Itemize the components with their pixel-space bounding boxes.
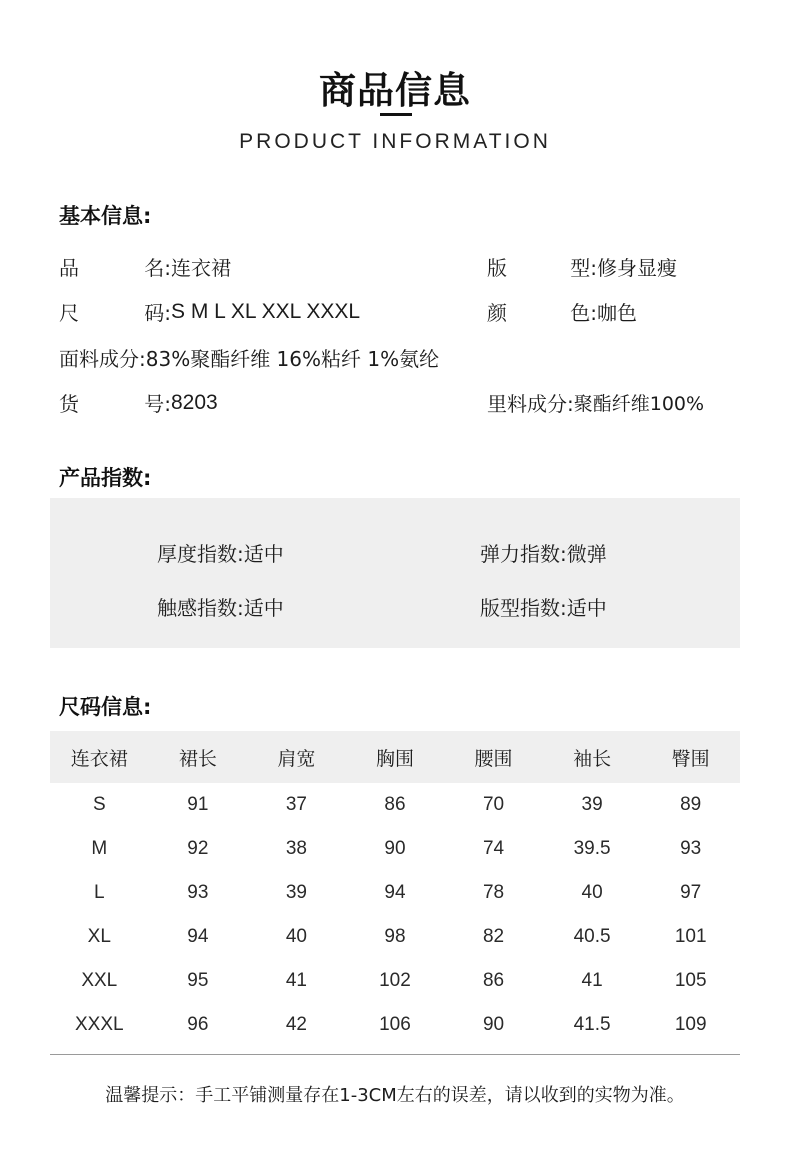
field-label: 尺 码: (59, 301, 171, 325)
table-cell: 106 (379, 1014, 411, 1035)
table-cell: 86 (482, 970, 505, 991)
field-label: 面料成分: (59, 347, 146, 371)
index-value: 适中 (243, 542, 284, 566)
index-label: 版型指数: (480, 596, 567, 620)
table-cell: 97 (680, 882, 702, 903)
field-value: 聚酯纤维100% (573, 393, 705, 415)
table-cell: 74 (482, 838, 505, 859)
table-cell: 90 (482, 1014, 505, 1035)
table-cell: 90 (384, 838, 406, 859)
table-cell: 38 (285, 838, 307, 859)
index-value: 适中 (243, 596, 284, 620)
table-cell: 109 (674, 1014, 707, 1035)
table-cell: M (91, 838, 108, 859)
indices-panel (50, 498, 740, 648)
column-header: 胸围 (346, 731, 445, 783)
page-subtitle: PRODUCT INFORMATION (239, 130, 551, 153)
basic-info-heading: 基本信息: (59, 204, 152, 228)
field-value: 83%聚酯纤维 16%粘纤 1%氨纶 (145, 347, 440, 371)
table-row (50, 915, 740, 959)
table-cell: 94 (187, 926, 209, 947)
index-label: 弹力指数: (480, 542, 567, 566)
column-header: 臀围 (641, 731, 740, 783)
field-value: 8203 (171, 390, 218, 414)
table-cell: 78 (482, 882, 505, 903)
table-row (50, 783, 740, 827)
table-cell: XXXL (74, 1014, 124, 1035)
table-cell: 41.5 (573, 1014, 611, 1035)
title-underline (380, 113, 412, 116)
table-row (50, 827, 740, 871)
sizes-heading: 尺码信息: (59, 695, 152, 719)
table-cell: 96 (187, 1014, 209, 1035)
table-cell: 40.5 (573, 926, 611, 947)
field-fit (487, 252, 677, 281)
table-divider (50, 1054, 740, 1055)
table-cell: 39 (285, 882, 307, 903)
table-cell: 91 (187, 794, 209, 815)
table-cell: 94 (384, 882, 406, 903)
table-cell: 86 (384, 794, 406, 815)
table-cell: 42 (285, 1014, 307, 1035)
table-cell: 105 (674, 970, 707, 991)
index-label: 触感指数: (157, 596, 244, 620)
table-cell: 95 (187, 970, 209, 991)
table-cell: 37 (285, 794, 307, 815)
table-cell: 39.5 (573, 838, 611, 859)
table-cell: S (92, 794, 106, 815)
table-cell: 98 (384, 926, 406, 947)
table-cell: 102 (379, 970, 411, 991)
measurement-note: 温馨提示：手工平铺测量存在1-3CM左右的误差，请以收到的实物为准。 (105, 1085, 685, 1106)
table-cell: 41 (581, 970, 603, 991)
table-cell: L (93, 882, 105, 903)
field-label: 颜 色: (487, 301, 597, 325)
field-label: 品 名: (59, 256, 171, 280)
index-value: 适中 (566, 596, 607, 620)
table-cell: 92 (187, 838, 209, 859)
table-cell: 40 (285, 926, 307, 947)
table-cell: 70 (482, 794, 505, 815)
table-row (50, 959, 740, 1003)
field-value: 连衣裙 (171, 256, 231, 280)
index-label: 厚度指数: (157, 542, 244, 566)
table-cell: XL (87, 926, 111, 947)
table-cell: 39 (581, 794, 603, 815)
field-product-name (59, 252, 231, 281)
table-cell: 93 (680, 838, 702, 859)
column-header: 肩宽 (247, 731, 346, 783)
field-label: 里料成分: (487, 392, 574, 416)
column-header: 袖长 (543, 731, 642, 783)
table-cell: 101 (674, 926, 707, 947)
field-value: 咖色 (597, 301, 637, 325)
index-thickness (157, 538, 284, 567)
field-color (487, 297, 637, 326)
field-lining (487, 388, 704, 417)
field-item-number (59, 388, 218, 417)
indices-heading: 产品指数: (59, 466, 152, 490)
column-header: 连衣裙 (50, 731, 149, 783)
table-header-row (50, 731, 740, 783)
field-label: 版 型: (487, 256, 597, 280)
column-header: 腰围 (444, 731, 543, 783)
field-value: 修身显瘦 (597, 256, 677, 280)
field-fabric (59, 343, 439, 372)
size-table (50, 731, 740, 1047)
index-elasticity (480, 538, 607, 567)
table-cell: XXL (81, 970, 118, 991)
table-cell: 41 (285, 970, 307, 991)
index-fit (480, 592, 607, 621)
index-value: 微弹 (566, 542, 607, 566)
table-row (50, 1003, 740, 1047)
table-row (50, 871, 740, 915)
field-value: S M L XL XXL XXXL (171, 299, 361, 323)
table-cell: 40 (581, 882, 603, 903)
column-header: 裙长 (149, 731, 248, 783)
table-cell: 93 (187, 882, 209, 903)
page-title: 商品信息 (319, 69, 471, 112)
table-cell: 89 (680, 794, 702, 815)
index-touch (157, 592, 284, 621)
field-label: 货 号: (59, 392, 171, 416)
field-size (59, 297, 360, 326)
table-cell: 82 (482, 926, 505, 947)
